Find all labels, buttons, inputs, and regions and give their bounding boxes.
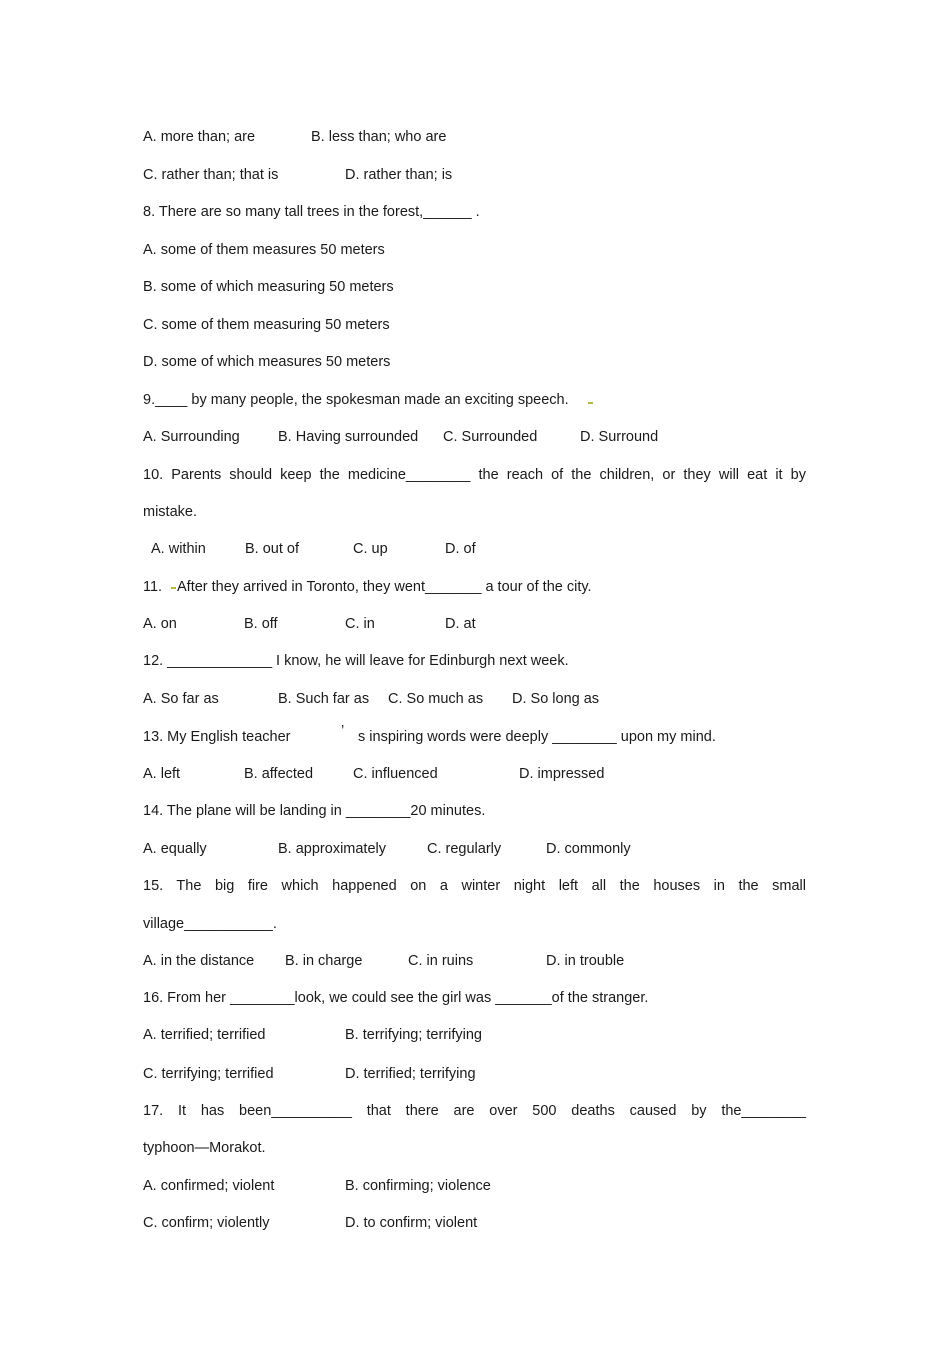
question-11-number: 11. <box>143 579 163 595</box>
option-b: B. confirming; violence <box>345 1178 491 1194</box>
option-a: A. terrified; terrified <box>143 1027 266 1043</box>
option-a: A. equally <box>143 841 207 857</box>
question-10-continued: mistake. <box>143 504 197 520</box>
question-15-continued: village___________. <box>143 916 277 932</box>
option-c: C. in ruins <box>408 953 474 969</box>
option-a: A. confirmed; violent <box>143 1178 275 1194</box>
question-15: 15. The big fire which happened on a winter night left all the houses in the small <box>143 878 806 894</box>
option-a: A. in the distance <box>143 953 255 969</box>
option-d: D. in trouble <box>546 953 625 969</box>
option-d: D. Surround <box>580 429 659 445</box>
option-d: D. impressed <box>519 766 605 782</box>
question-13: 13. My English teacher <box>143 729 291 745</box>
option-a: A. left <box>143 766 181 782</box>
option-d: D. at <box>445 616 476 632</box>
option-b: B. some of which measuring 50 meters <box>143 279 394 295</box>
question-11: After they arrived in Toronto, they went_______ a tour of the city. <box>177 579 592 595</box>
question-10: 10. Parents should keep the medicine________ the reach of the children, or they will eat it by <box>143 467 806 483</box>
option-b: B. affected <box>244 766 314 782</box>
option-d: D. some of which measures 50 meters <box>143 354 391 370</box>
option-d: D. to confirm; violent <box>345 1215 478 1231</box>
option-b: B. approximately <box>278 841 386 857</box>
apostrophe: ’ <box>341 723 345 739</box>
option-a: A. more than; are <box>143 129 256 145</box>
option-d: D. So long as <box>512 691 600 707</box>
option-b: B. Such far as <box>278 691 370 707</box>
option-b: B. less than; who are <box>311 129 447 145</box>
option-a: A. Surrounding <box>143 429 240 445</box>
option-b: B. off <box>244 616 278 632</box>
option-a: A. on <box>143 616 177 632</box>
option-d: D. terrified; terrifying <box>345 1066 476 1082</box>
option-c: C. influenced <box>353 766 438 782</box>
option-c: C. So much as <box>388 691 484 707</box>
option-c: C. confirm; violently <box>143 1215 270 1231</box>
option-c: C. rather than; that is <box>143 167 279 183</box>
option-b: B. in charge <box>285 953 363 969</box>
option-c: C. some of them measuring 50 meters <box>143 317 390 333</box>
option-d: D. rather than; is <box>345 167 453 183</box>
option-a: A. within <box>151 541 206 557</box>
option-c: C. in <box>345 616 375 632</box>
option-d: D. of <box>445 541 476 557</box>
question-12: 12. _____________ I know, he will leave for Edinburgh next week. <box>143 653 569 669</box>
option-b: B. Having surrounded <box>278 429 419 445</box>
option-b: B. terrifying; terrifying <box>345 1027 482 1043</box>
option-c: C. Surrounded <box>443 429 538 445</box>
option-a: A. some of them measures 50 meters <box>143 242 385 258</box>
scan-mark <box>588 402 593 404</box>
option-b: B. out of <box>245 541 300 557</box>
option-c: C. regularly <box>427 841 502 857</box>
scan-mark <box>171 587 176 589</box>
question-8: 8. There are so many tall trees in the forest,______ . <box>143 204 480 220</box>
question-17-continued: typhoon—Morakot. <box>143 1140 266 1156</box>
option-a: A. So far as <box>143 691 219 707</box>
question-13-continued: s inspiring words were deeply ________ upon my mind. <box>358 729 716 745</box>
option-c: C. up <box>353 541 388 557</box>
question-17: 17. It has been__________ that there are over 500 deaths caused by the________ <box>143 1103 806 1119</box>
option-d: D. commonly <box>546 841 631 857</box>
question-16: 16. From her ________look, we could see the girl was _______of the stranger. <box>143 990 649 1006</box>
option-c: C. terrifying; terrified <box>143 1066 274 1082</box>
question-9: 9.____ by many people, the spokesman made an exciting speech. <box>143 392 569 408</box>
question-14: 14. The plane will be landing in ________20 minutes. <box>143 803 486 819</box>
